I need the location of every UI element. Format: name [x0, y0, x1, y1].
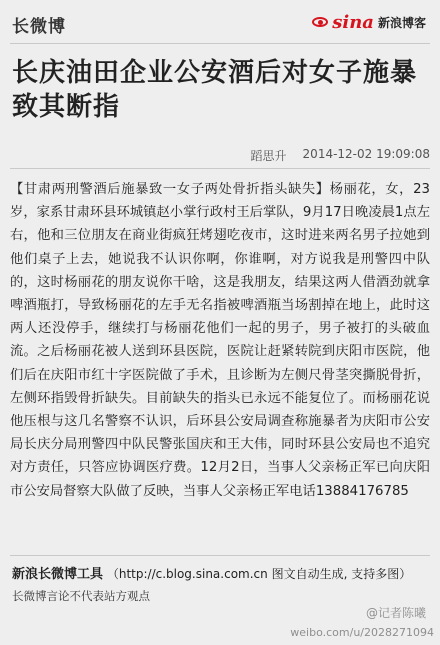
section-title: 长微博 — [12, 17, 66, 37]
watermark-url: weibo.com/u/2028271094 — [290, 626, 434, 639]
tool-link[interactable]: （http://c.blog.sina.com.cn 图文自动生成, 支持多图） — [106, 567, 412, 581]
header-divider — [10, 43, 430, 44]
article-meta — [251, 147, 430, 164]
footer-divider — [10, 555, 430, 556]
meta-divider — [10, 168, 430, 169]
author-name[interactable]: 蹈思升 — [250, 149, 287, 163]
sina-eye-icon — [312, 15, 330, 29]
sina-blog-logo[interactable] — [312, 11, 426, 33]
watermark-handle: @记者陈曦 — [365, 606, 426, 620]
disclaimer: 长微博言论不代表站方观点 — [12, 589, 150, 603]
article-body: 【甘肃两刑警酒后施暴致一女子两处骨折指头缺失】杨丽花，女，23岁，家系甘肃环县环城镇赵小掌行政村王后掌队，9月17日晚凌晨1点左右，他和三位朋友在商业街疯狂烤翅吃夜市，这时进来两名男子拉她到他们桌子上去，她说我不认识你啊，你谁啊，对方说我是刑警四中队的，这时杨丽花的朋友说你干啥，这是我朋友，结果这两人借酒劲就拿啤酒瓶打，导致杨丽花的左手无名指被啤酒瓶当场割掉在地上，此时这两人还没停手，继续打与杨丽花他们一起的男子，男子被打的头破血流。之后杨丽花被人送到环县医院，医院让赶紧转院到庆阳市医院，他们后在庆阳市红十字医院做了手术，且诊断为左侧尺骨茎突撕脱骨折，左侧环指毁骨折缺失。目前缺失的指头已永远不能复位了。而杨丽花说他压根与这几名警察不认识，后环县公安局调查称施暴者为庆阳市公安局长庆分局刑警四中队民警张国庆和王大伟，同时环县公安局也不追究对方责任，只答应协调医疗费。12月2日，当事人父亲杨正军已向庆阳市公安局督察大队做了反映，当事人父亲杨正军电话13884176785 — [10, 182, 430, 499]
article-title: 长庆油田企业公安酒后对女子施暴致其断指 — [12, 58, 418, 122]
tool-credit — [12, 563, 411, 582]
tool-name[interactable]: 新浪长微博工具 — [12, 567, 104, 582]
post-timestamp: 2014-12-02 19:09:08 — [302, 147, 430, 161]
page-header — [0, 0, 440, 44]
sina-logo-text: sina — [332, 11, 374, 33]
sina-blog-label: 新浪博客 — [377, 15, 426, 30]
